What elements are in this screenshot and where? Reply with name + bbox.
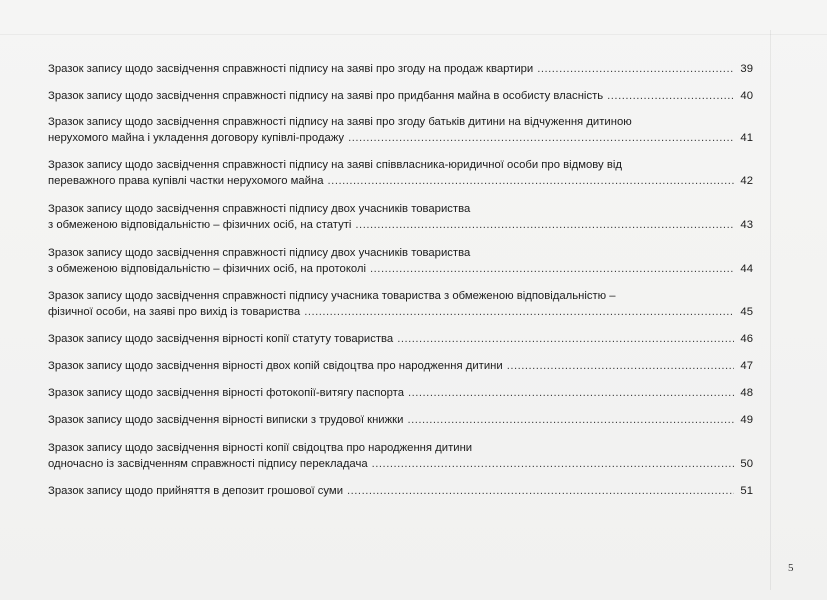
toc-entry-text: Зразок запису щодо прийняття в депозит грошової суми bbox=[48, 485, 344, 497]
toc-entry bbox=[48, 440, 753, 472]
toc-entry-text: Зразок запису щодо засвідчення справжності підпису учасника товариства з обмеженою відповідальністю – bbox=[48, 290, 616, 302]
toc-entry-text: переважного права купівлі частки нерухомого майна bbox=[48, 175, 324, 187]
toc-leader-dots bbox=[372, 456, 734, 472]
toc-leader-dots bbox=[607, 88, 734, 104]
toc-entry-page: 45 bbox=[740, 306, 753, 318]
toc-leader-dots bbox=[328, 173, 734, 189]
toc-entry-text: Зразок запису щодо засвідчення справжності підпису на заяві про придбання майна в особисту власність bbox=[48, 90, 604, 102]
toc-entry bbox=[48, 61, 753, 77]
toc-entry-page: 46 bbox=[740, 333, 753, 345]
page-number: 5 bbox=[788, 562, 794, 574]
toc-entry-text: Зразок запису щодо засвідчення вірності копії свідоцтва про народження дитини bbox=[48, 442, 473, 454]
toc-entry-text: Зразок запису щодо засвідчення вірності двох копій свідоцтва про народження дитини bbox=[48, 360, 503, 372]
toc-entry bbox=[48, 114, 753, 146]
toc-leader-dots bbox=[348, 130, 734, 146]
toc-leader-dots bbox=[304, 304, 734, 320]
toc-entry-text: Зразок запису щодо засвідчення вірності фотокопії-витягу паспорта bbox=[48, 387, 404, 399]
toc-entry-page: 50 bbox=[740, 458, 753, 470]
toc-leader-dots bbox=[355, 217, 734, 233]
toc-leader-dots bbox=[397, 331, 734, 347]
toc-entry-page: 47 bbox=[740, 360, 753, 372]
toc-entry bbox=[48, 245, 753, 277]
toc-entry-text: Зразок запису щодо засвідчення справжності підпису двох учасників товариства bbox=[48, 203, 471, 215]
toc-entry-text: Зразок запису щодо засвідчення справжності підпису на заяві про згоду на продаж квартири bbox=[48, 63, 534, 75]
toc-leader-dots bbox=[408, 385, 734, 401]
toc-entry-text: Зразок запису щодо засвідчення справжності підпису двох учасників товариства bbox=[48, 247, 471, 259]
toc-entry bbox=[48, 331, 753, 347]
toc-entry-page: 44 bbox=[740, 263, 753, 275]
toc-entry bbox=[48, 157, 753, 189]
toc-leader-dots bbox=[370, 261, 734, 277]
toc-entry bbox=[48, 412, 753, 428]
toc-entry-text: Зразок запису щодо засвідчення справжності підпису на заяві співвласника-юридичної особи про відмову від bbox=[48, 159, 622, 171]
toc-entry-page: 42 bbox=[740, 175, 753, 187]
toc-entry-text: нерухомого майна і укладення договору купівлі-продажу bbox=[48, 132, 345, 144]
toc-entry bbox=[48, 358, 753, 374]
toc-entry-text: Зразок запису щодо засвідчення вірності виписки з трудової книжки bbox=[48, 414, 404, 426]
toc-entry-text: з обмеженою відповідальністю – фізичних осіб, на протоколі bbox=[48, 263, 367, 275]
toc-entry-page: 39 bbox=[740, 63, 753, 75]
bleed-through-line bbox=[770, 30, 771, 590]
toc-entry-text: фізичної особи, на заяві про вихід із товариства bbox=[48, 306, 301, 318]
toc-leader-dots bbox=[347, 483, 734, 499]
toc-entry-page: 51 bbox=[740, 485, 753, 497]
toc-entry-text: Зразок запису щодо засвідчення вірності копії статуту товариства bbox=[48, 333, 394, 345]
toc-entry-text: з обмеженою відповідальністю – фізичних осіб, на статуті bbox=[48, 219, 352, 231]
toc-entry-text: одночасно із засвідченням справжності підпису перекладача bbox=[48, 458, 368, 470]
toc-entry-page: 48 bbox=[740, 387, 753, 399]
toc-entry bbox=[48, 201, 753, 233]
toc-entry-text: Зразок запису щодо засвідчення справжності підпису на заяві про згоду батьків дитини на відчуження дитиною bbox=[48, 116, 632, 128]
toc-entry-page: 43 bbox=[740, 219, 753, 231]
toc-entry bbox=[48, 288, 753, 320]
toc-entry bbox=[48, 88, 753, 104]
toc-entry bbox=[48, 385, 753, 401]
bleed-through-line bbox=[0, 34, 827, 35]
toc-leader-dots bbox=[537, 61, 734, 77]
toc-leader-dots bbox=[407, 412, 734, 428]
toc-entry-page: 49 bbox=[740, 414, 753, 426]
toc-entry bbox=[48, 483, 753, 499]
toc-entry-page: 40 bbox=[740, 90, 753, 102]
toc-entry-page: 41 bbox=[740, 132, 753, 144]
toc-leader-dots bbox=[507, 358, 734, 374]
